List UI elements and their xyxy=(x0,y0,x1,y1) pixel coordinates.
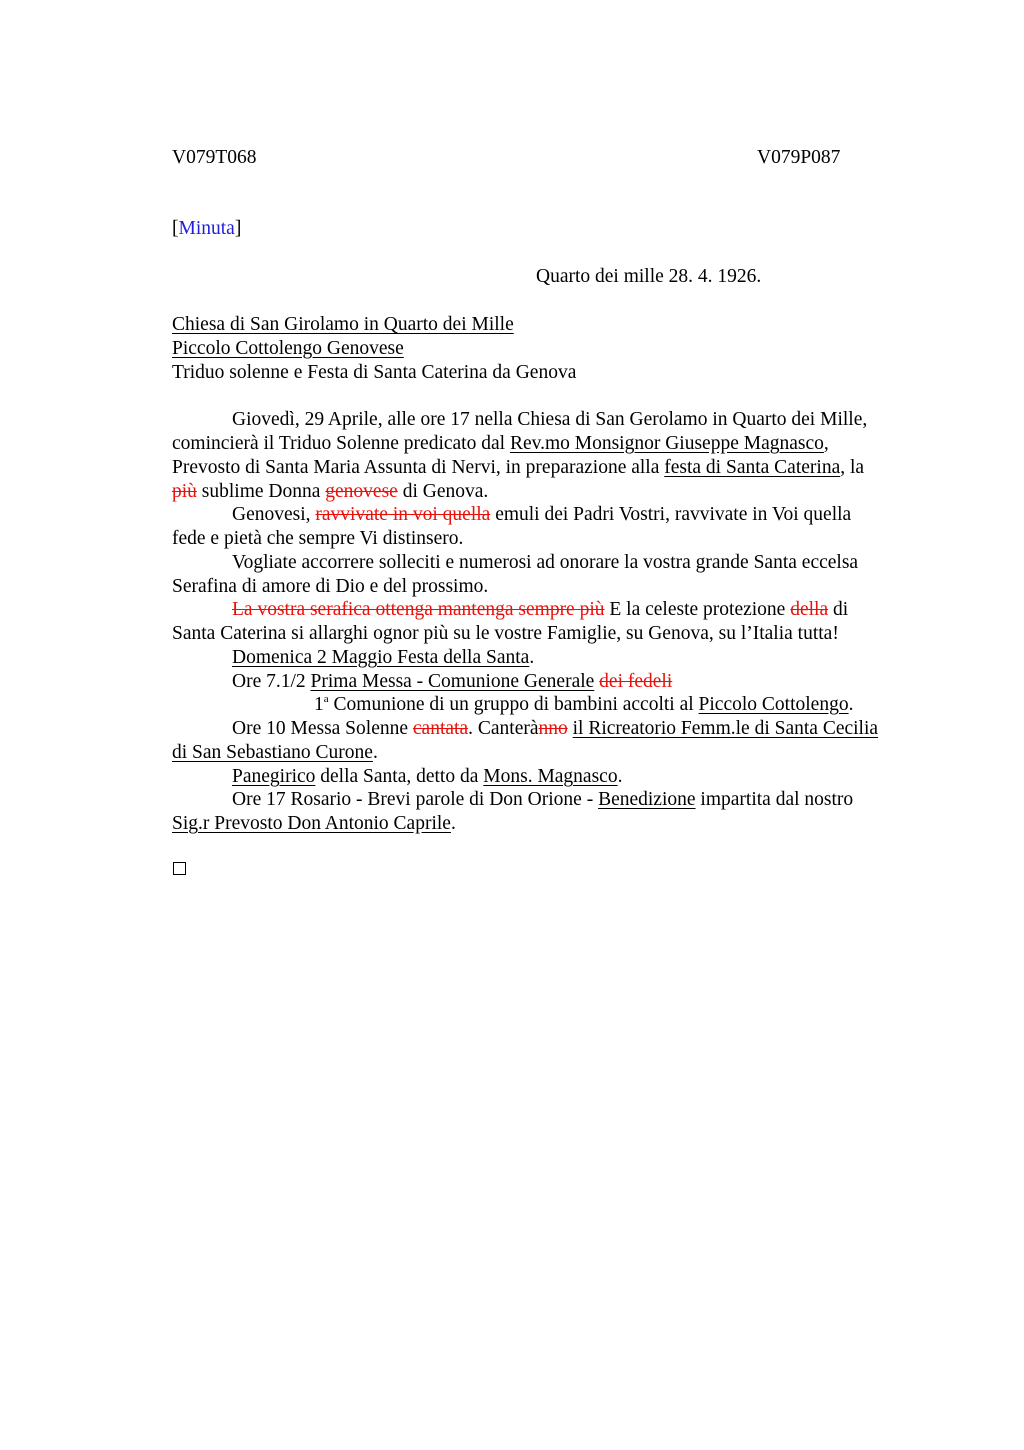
body-line: La vostra serafica ottenga mantenga sempre più E la celeste protezione della di xyxy=(232,599,849,620)
deleted-text: più xyxy=(172,481,197,502)
body-line: Vogliate accorrere solleciti e numerosi ad onorare la vostra grande Santa eccelsa xyxy=(232,552,859,573)
deleted-text: cantata xyxy=(412,718,469,739)
body-line: di San Sebastiano Curone. xyxy=(172,742,378,763)
body-line: Prevosto di Santa Maria Assunta di Nervi, in preparazione alla festa di Santa Caterina, la xyxy=(172,457,865,478)
deleted-text: La vostra serafica ottenga mantenga sempre più xyxy=(232,599,605,620)
minuta-text: Minuta xyxy=(178,218,235,239)
deleted-text: ravvivate in voi quella xyxy=(315,504,491,525)
body-line: Santa Caterina si allarghi ognor più su le vostre Famiglie, su Genova, su l’Italia tutta! xyxy=(172,623,839,644)
right-code: V079P087 xyxy=(757,147,841,168)
deleted-text: genovese xyxy=(325,481,398,502)
deleted-text: della xyxy=(790,599,829,620)
body-line: Domenica 2 Maggio Festa della Santa. xyxy=(232,647,535,668)
left-code: V079T068 xyxy=(172,147,257,168)
body-line: comincierà il Triduo Solenne predicato dal Rev.mo Monsignor Giuseppe Magnasco, xyxy=(172,433,829,454)
heading-church: Chiesa di San Girolamo in Quarto dei Mille xyxy=(172,314,514,335)
body-line: Panegirico della Santa, detto da Mons. Magnasco. xyxy=(232,766,623,787)
heading-org: Piccolo Cottolengo Genovese xyxy=(172,338,404,359)
deleted-text: nno xyxy=(538,718,568,739)
body-line: Ore 7.1/2 Prima Messa - Comunione Generale dei fedeli xyxy=(232,671,673,692)
minuta-label: [Minuta] xyxy=(172,218,242,239)
heading-event: Triduo solenne e Festa di Santa Caterina da Genova xyxy=(172,362,577,383)
body-line: fede e pietà che sempre Vi distinsero. xyxy=(172,528,464,549)
body-line: Sig.r Prevosto Don Antonio Caprile. xyxy=(172,813,456,834)
checkbox-square-icon xyxy=(173,862,186,875)
dateline: Quarto dei mille 28. 4. 1926. xyxy=(536,266,762,287)
body-line: 1$^a$ Comunione di un gruppo di bambini accolti al Piccolo Cottolengo. xyxy=(314,692,854,715)
body-line: Serafina di amore di Dio e del prossimo. xyxy=(172,576,489,597)
body-line: Ore 10 Messa Solenne cantata. Canterànno il Ricreatorio Femm.le di Santa Cecilia xyxy=(232,718,879,739)
body-line: più sublime Donna genovese di Genova. xyxy=(172,481,489,502)
body-line: Giovedì, 29 Aprile, alle ore 17 nella Chiesa di San Gerolamo in Quarto dei Mille, xyxy=(232,409,868,430)
body-line: Genovesi, ravvivate in voi quella emuli dei Padri Vostri, ravvivate in Voi quella xyxy=(232,504,852,525)
deleted-text: dei fedeli xyxy=(599,671,673,692)
body-line: Ore 17 Rosario - Brevi parole di Don Orione - Benedizione impartita dal nostro xyxy=(232,789,854,810)
